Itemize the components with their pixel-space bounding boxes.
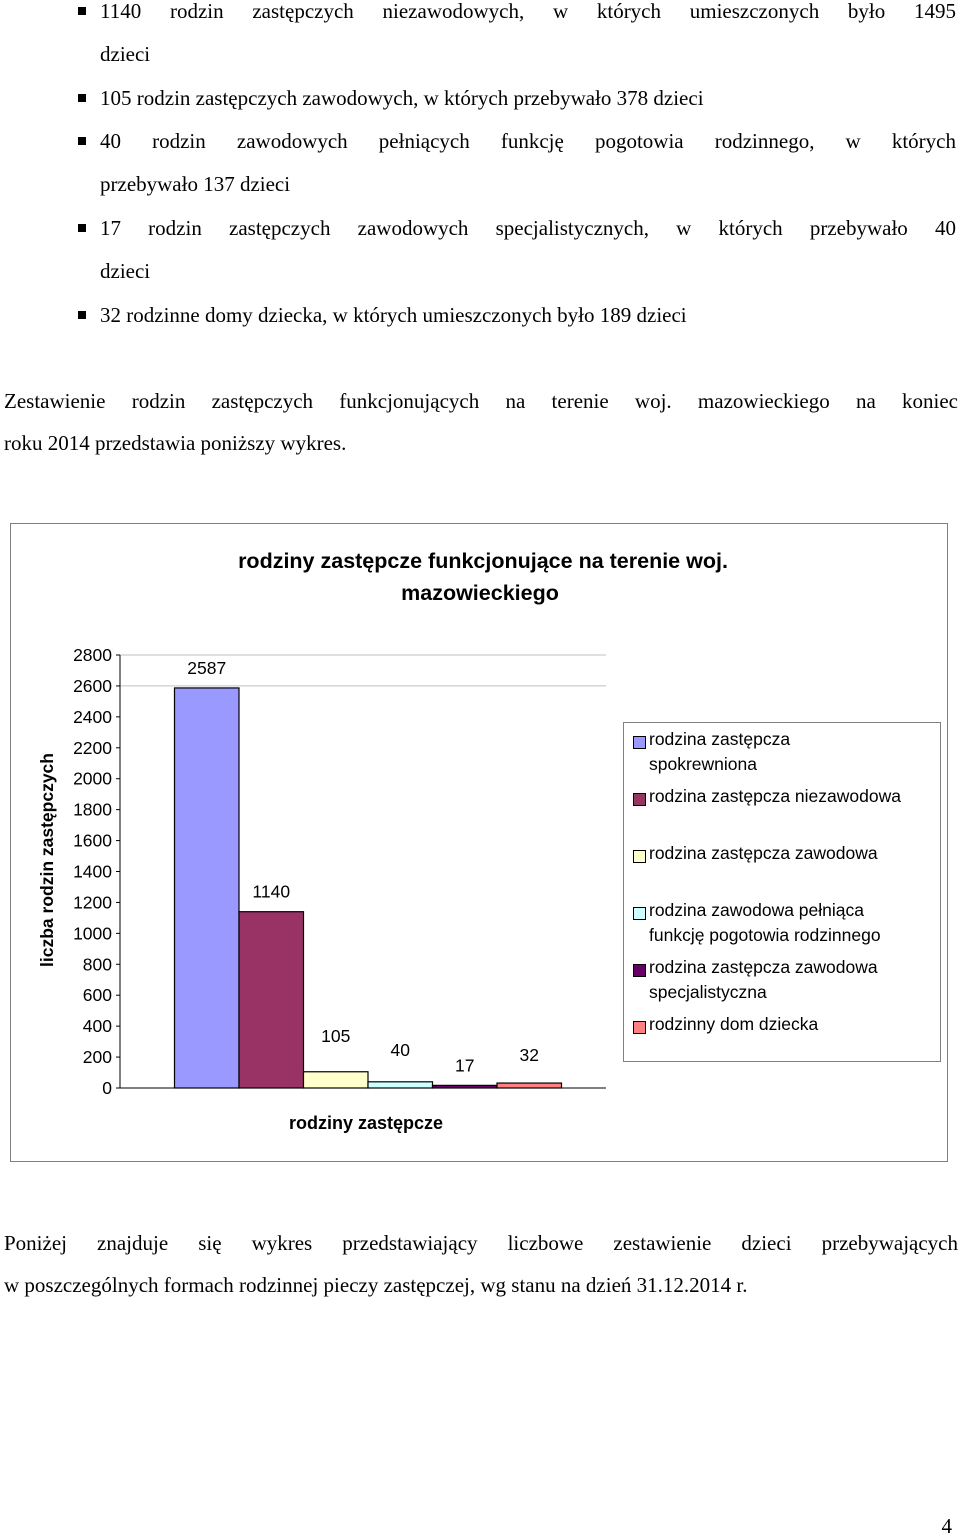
bar [175,688,240,1088]
legend-label: rodzina zastępcza niezawodowa [649,786,901,806]
closing-paragraph [4,1222,958,1306]
list-item-line: 32 rodzinne domy dziecka, w których umieszczonych było 189 dzieci [100,303,687,327]
legend-swatch [633,907,646,920]
y-tick-label: 200 [82,1047,112,1068]
legend-swatch [633,964,646,977]
y-tick-label: 2600 [73,675,112,696]
legend-swatch [633,793,646,806]
y-tick-label: 800 [82,954,112,975]
legend-label: rodzina zastępcza zawodowa [649,957,878,977]
bars [175,688,562,1088]
legend-label: rodzinny dom dziecka [649,1014,819,1034]
paragraph-line: Poniżej znajduje się wykres przedstawiający liczbowe zestawienie dzieci przebywających [4,1231,958,1255]
y-tick-label: 1200 [73,892,112,913]
legend-swatch [633,850,646,863]
paragraph-line: w poszczególnych formach rodzinnej pieczy zastępczej, wg stanu na dzień 31.12.2014 r. [4,1273,748,1297]
list-item-line: 17 rodzin zastępczych zawodowych specjalistycznych, w których przebywało 40 [100,216,956,240]
list-item-line: przebywało 137 dzieci [100,172,291,196]
chart-legend [623,722,941,1062]
y-axis-ticks [73,645,120,1098]
y-tick-label: 2000 [73,768,112,789]
y-tick-label: 2400 [73,706,112,727]
data-label: 17 [455,1055,475,1076]
legend-label: specjalistyczna [649,982,767,1002]
y-tick-label: 1400 [73,861,112,882]
data-label: 1140 [252,881,291,902]
data-label: 40 [390,1039,410,1060]
list-item-line: 1140 rodzin zastępczych niezawodowych, w których umieszczonych było 1495 [100,0,956,23]
y-tick-label: 2200 [73,737,112,758]
y-tick-label: 1000 [73,923,112,944]
chart-title-line2: mazowieckiego [401,581,559,605]
legend-swatch [633,736,646,749]
legend-label: funkcję pogotowia rodzinnego [649,925,881,945]
list-item-line: dzieci [100,42,151,66]
x-axis-label: rodziny zastępcze [288,1113,444,1133]
chart-title-line1: rodziny zastępcze funkcjonujące na terenie woj. [238,549,728,573]
bar [497,1083,562,1088]
list-item-line: 105 rodzin zastępczych zawodowych, w których przebywało 378 dzieci [100,86,704,110]
legend-swatch [633,1021,646,1034]
data-label: 32 [519,1045,539,1066]
paragraph-line: Zestawienie rodzin zastępczych funkcjonujących na terenie woj. mazowieckiego na koniec [4,389,958,413]
y-tick-label: 0 [102,1078,112,1098]
bar [239,912,304,1088]
legend-label: rodzina zastępcza [649,729,791,749]
y-tick-label: 2800 [73,645,112,665]
legend-label: spokrewniona [649,754,757,774]
y-tick-label: 1600 [73,830,112,851]
page-number: 4 [941,1514,952,1538]
bar [304,1072,369,1088]
y-tick-label: 400 [82,1016,112,1037]
paragraph-line: roku 2014 przedstawia poniższy wykres. [4,431,347,455]
legend-label: rodzina zawodowa pełniąca [649,900,864,920]
bar [368,1082,433,1088]
y-tick-label: 1800 [73,799,112,820]
data-label: 2587 [187,657,227,678]
y-axis-label: liczba rodzin zastępczych [37,753,57,967]
data-label: 105 [321,1025,351,1046]
legend-label: rodzina zastępcza zawodowa [649,843,878,863]
list-item-line: dzieci [100,259,151,283]
list-item-line: 40 rodzin zawodowych pełniących funkcję pogotowia rodzinnego, w których [100,129,956,153]
y-tick-label: 600 [82,985,112,1006]
